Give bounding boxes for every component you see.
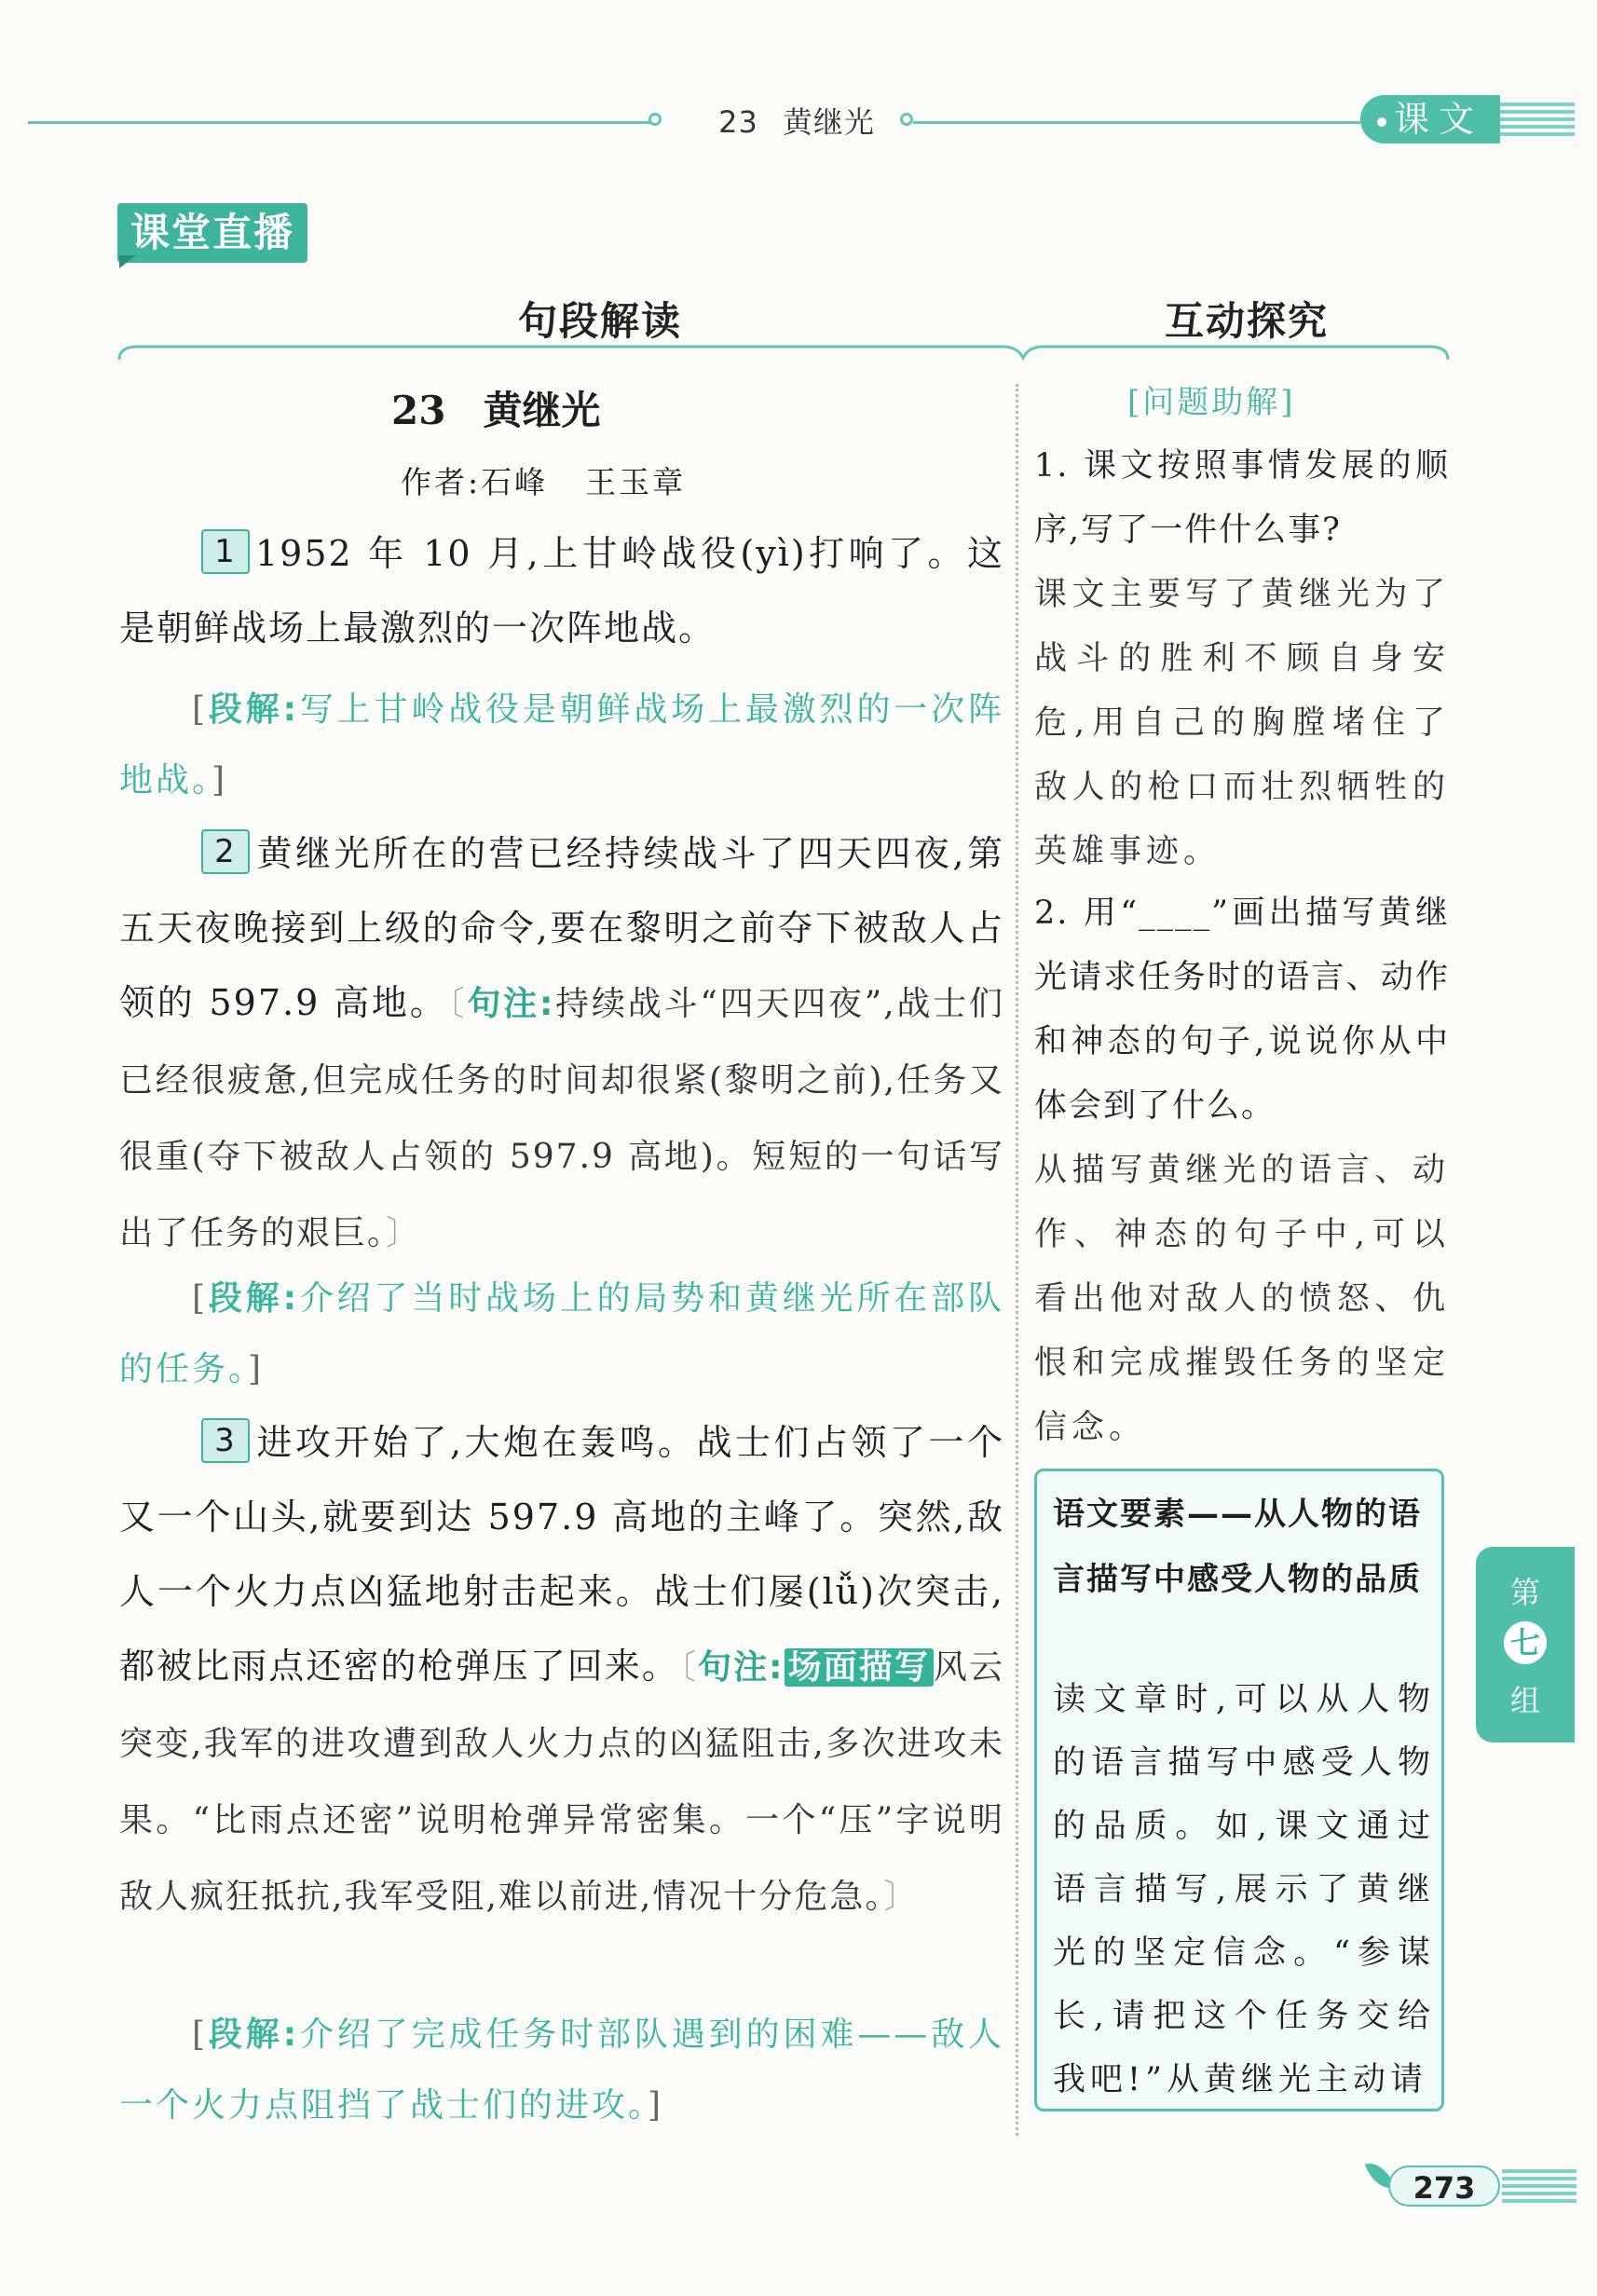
side-tab-number: 七 bbox=[1504, 1621, 1547, 1664]
sentence-note: 〔句注: 场面描写 风云突变,我军的进攻遭到敌人火力点的凶猛阻击,多次进攻未果。“比雨点还密”说明枪弹异常密集。一个“压”字说明敌人疯狂抵抗,我军受阻,难以前进,情况十分危急。〕 bbox=[119, 1648, 1004, 1916]
section-badge-tail bbox=[119, 255, 136, 268]
header-dot-left bbox=[648, 113, 662, 126]
author-2: 王玉章 bbox=[585, 464, 687, 500]
summary-text: 介绍了当时战场上的局势和黄继光所在部队的任务。 bbox=[119, 1279, 1004, 1388]
summary-text: 写上甘岭战役是朝鲜战场上最激烈的一次阵地战。 bbox=[119, 690, 1004, 800]
footer-stripes bbox=[1502, 2169, 1577, 2203]
paragraph-text: 1952 年 10 月,上甘岭战役(yì)打响了。这是朝鲜战场上最激烈的一次阵地战。 bbox=[119, 533, 1004, 649]
note-text: 持续战斗“四天四夜”,战士们已经很疲惫,但完成任务的时间却很紧(黎明之前),任务又很重(夺下被敌人占领的 597.9 高地)。短短的一句话写出了任务的艰巨。 bbox=[119, 985, 1004, 1252]
lesson-name: 黄继光 bbox=[483, 388, 601, 433]
question-help-heading: [问题助解] bbox=[1127, 384, 1296, 421]
paragraph-text: 进攻开始了,大炮在轰鸣。战士们占领了一个又一个山头,就要到达 597.9 高地的主峰了。突然,敌人一个火力点凶猛地射击起来。战士们屡(lǚ)次突击,都被比雨点还密的枪弹压了回来。 bbox=[119, 1422, 1004, 1687]
side-tab-line3: 组 bbox=[1509, 1683, 1540, 1718]
header-stripes bbox=[1500, 102, 1575, 140]
paragraph-1-summary: [段解:写上甘岭战役是朝鲜战场上最激烈的一次阵地战。] bbox=[119, 690, 1004, 800]
summary-label: 段解: bbox=[208, 690, 299, 729]
header-line-left bbox=[28, 121, 652, 124]
lesson-title bbox=[391, 380, 764, 436]
page-number: 273 bbox=[1388, 2166, 1500, 2207]
header-lesson-number: 23 bbox=[718, 104, 758, 140]
note-tag: 场面描写 bbox=[785, 1648, 934, 1687]
header-tab bbox=[1360, 95, 1500, 144]
note-label: 句注: bbox=[698, 1648, 785, 1687]
summary-label: 段解: bbox=[208, 2016, 300, 2054]
paragraph-1 bbox=[119, 516, 1004, 665]
header-dot-right bbox=[900, 113, 913, 126]
left-column-heading: 句段解读 bbox=[518, 298, 683, 344]
paragraph-2-summary: [段解:介绍了当时战场上的局势和黄继光所在部队的任务。] bbox=[119, 1279, 1004, 1388]
question-1: 1. 课文按照事情发展的顺序,写了一件什么事? bbox=[1034, 447, 1450, 549]
header-title bbox=[689, 99, 904, 142]
paragraph-number: 1 bbox=[201, 529, 250, 574]
paragraph-number: 2 bbox=[201, 829, 250, 874]
lesson-authors bbox=[401, 458, 686, 502]
language-element-title: 语文要素——从人物的语言描写中感受人物的品质 bbox=[1053, 1496, 1422, 1598]
paragraph-3-summary: [段解:介绍了完成任务时部队遇到的困难——敌人一个火力点阻挡了战士们的进攻。] bbox=[119, 2016, 1004, 2125]
paragraph-text: 黄继光所在的营已经持续战斗了四天四夜,第五天夜晚接到上级的命令,要在黎明之前夺下被敌人占领的 597.9 高地。 bbox=[119, 833, 1004, 1023]
author-1: 作者:石峰 bbox=[401, 464, 549, 500]
answer-2: 从描写黄继光的语言、动作、神态的句子中,可以看出他对敌人的愤怒、仇恨和完成摧毁任务的坚定信念。 bbox=[1034, 1152, 1450, 1446]
tab-dot-icon bbox=[1377, 117, 1386, 127]
right-column-heading: 互动探究 bbox=[1165, 298, 1330, 344]
header-tab-label: 课文 bbox=[1393, 99, 1483, 140]
answer-1: 课文主要写了黄继光为了战斗的胜利不顾自身安危,用自己的胸膛堵住了敌人的枪口而壮烈牺牲的英雄事迹。 bbox=[1034, 576, 1450, 870]
section-badge: 课堂直播 bbox=[117, 203, 307, 263]
language-element-body: 读文章时,可以从人物的语言描写中感受人物的品质。如,课文通过语言描写,展示了黄继光的坚定信念。“参谋长,请把这个任务交给我吧!”从黄继光主动请 bbox=[1053, 1681, 1435, 2098]
header-lesson-name: 黄继光 bbox=[782, 104, 875, 140]
paragraph-2 bbox=[119, 816, 1004, 1271]
note-text: 风云突变,我军的进攻遭到敌人火力点的凶猛阻击,多次进攻未果。“比雨点还密”说明枪弹异常密集。一个“压”字说明敌人疯狂抵抗,我军受阻,难以前进,情况十分危急。 bbox=[119, 1648, 1004, 1916]
side-tab-line1: 第 bbox=[1509, 1575, 1540, 1610]
summary-text: 介绍了完成任务时部队遇到的困难——敌人一个火力点阻挡了战士们的进攻。 bbox=[119, 2016, 1004, 2125]
header-line-right bbox=[913, 121, 1360, 124]
column-heading-rule bbox=[117, 335, 1450, 363]
summary-label: 段解: bbox=[208, 1279, 299, 1318]
paragraph-3 bbox=[119, 1405, 1004, 1934]
sentence-note: 〔句注:持续战斗“四天四夜”,战士们已经很疲惫,但完成任务的时间却很紧(黎明之前),任务又很重(夺下被敌人占领的 597.9 高地)。短短的一句话写出了任务的艰巨。〕 bbox=[119, 985, 1004, 1252]
unit-side-tab bbox=[1476, 1547, 1575, 1742]
note-label: 句注: bbox=[467, 985, 555, 1023]
paragraph-number: 3 bbox=[201, 1418, 250, 1463]
lesson-number: 23 bbox=[391, 388, 446, 433]
column-divider bbox=[1016, 384, 1018, 2136]
question-2: 2. 用“____”画出描写黄继光请求任务时的语言、动作和神态的句子,说说你从中体会到了什么。 bbox=[1034, 895, 1450, 1125]
